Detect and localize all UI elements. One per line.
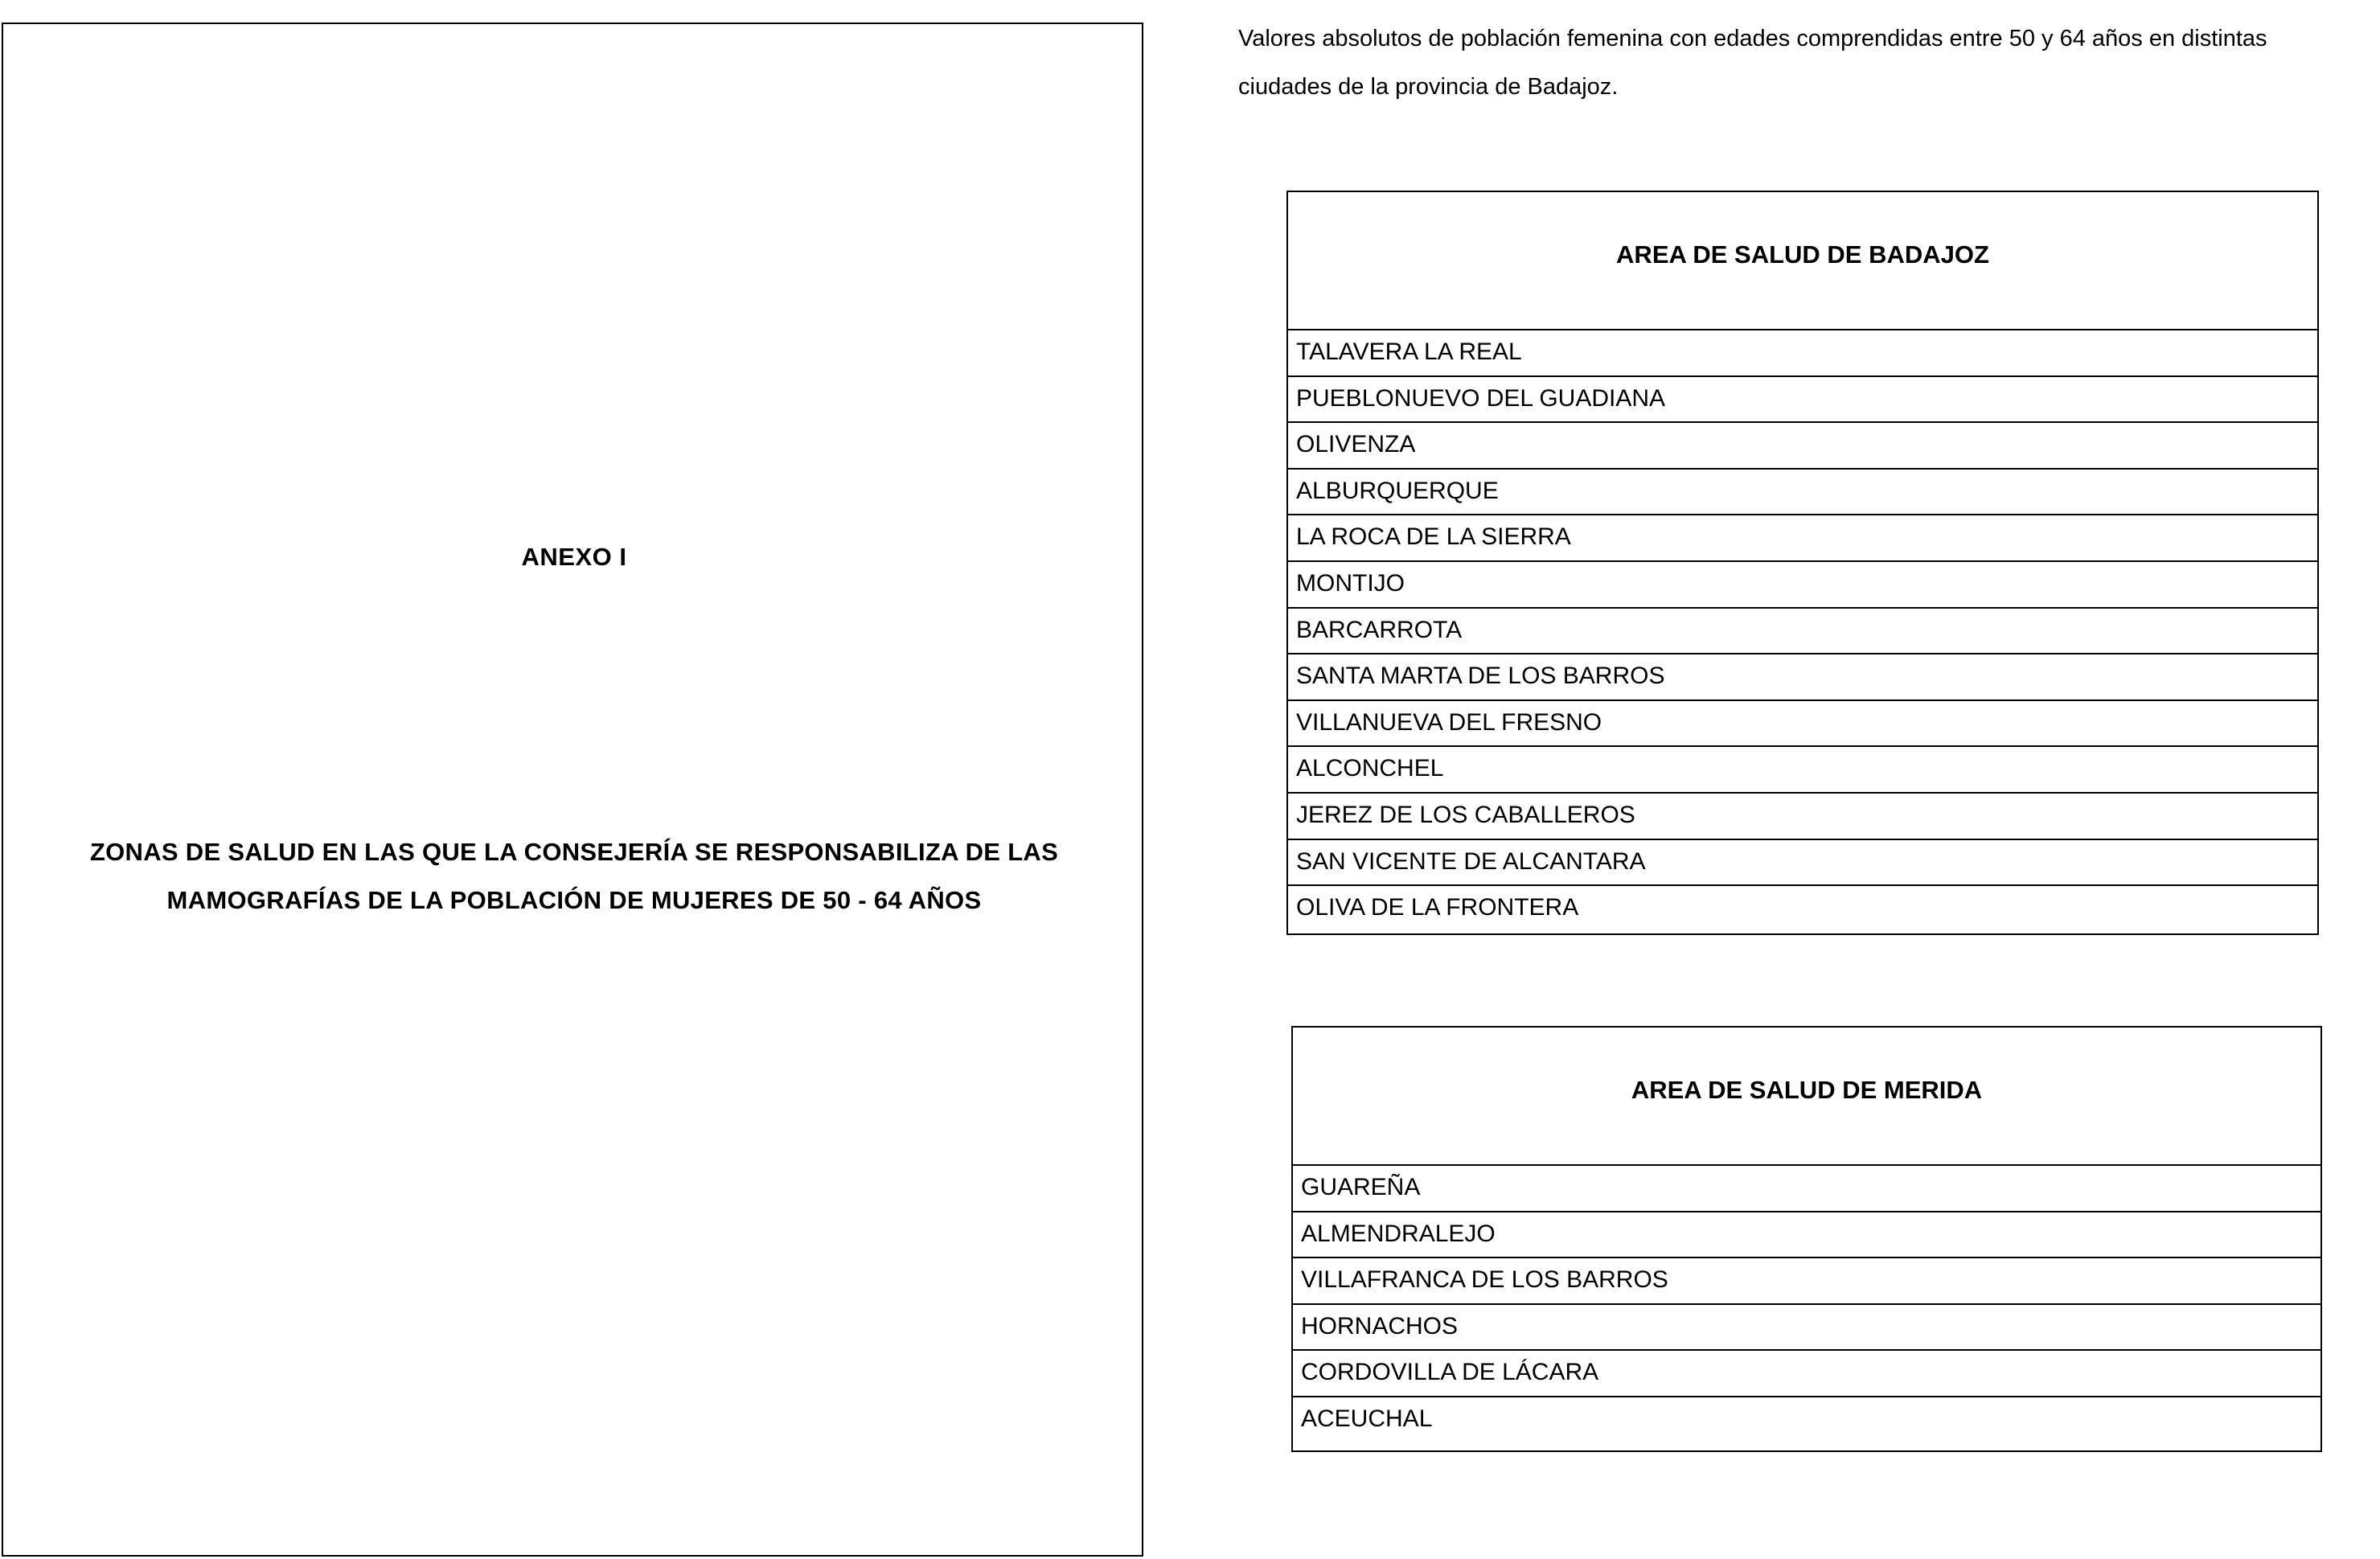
table-row: ALMENDRALEJO — [1293, 1212, 2320, 1259]
annex-subtitle-line-1: ZONAS DE SALUD EN LAS QUE LA CONSEJERÍA SE RESPONSABILIZA DE LAS — [89, 838, 1059, 866]
table-row: VILLAFRANCA DE LOS BARROS — [1293, 1258, 2320, 1305]
table-header: AREA DE SALUD DE BADAJOZ — [1288, 192, 2317, 330]
table-row: VILLANUEVA DEL FRESNO — [1288, 701, 2317, 748]
table-row: GUAREÑA — [1293, 1166, 2320, 1212]
annex-subtitle-line-2: MAMOGRAFÍAS DE LA POBLACIÓN DE MUJERES DE 50 - 64 AÑOS — [166, 886, 982, 914]
intro-line-1: Valores absolutos de población femenina con edades comprendidas entre 50 y 64 años en distintas — [1238, 26, 2267, 51]
intro-paragraph — [1238, 14, 2380, 111]
table-row: LA ROCA DE LA SIERRA — [1288, 515, 2317, 562]
table-row: SAN VICENTE DE ALCANTARA — [1288, 840, 2317, 887]
table-row: ALCONCHEL — [1288, 747, 2317, 794]
table-row: BARCARROTA — [1288, 609, 2317, 655]
intro-line-2: ciudades de la provincia de Badajoz. — [1238, 74, 1619, 100]
table-row: PUEBLONUEVO DEL GUADIANA — [1288, 377, 2317, 424]
table-row: MONTIJO — [1288, 562, 2317, 609]
table-row: OLIVENZA — [1288, 423, 2317, 470]
table-row: ALBURQUERQUE — [1288, 470, 2317, 516]
table-row: JEREZ DE LOS CABALLEROS — [1288, 794, 2317, 840]
health-area-table-merida — [1291, 1026, 2322, 1452]
table-row: TALAVERA LA REAL — [1288, 330, 2317, 377]
table-header: AREA DE SALUD DE MERIDA — [1293, 1028, 2320, 1166]
table-row: HORNACHOS — [1293, 1305, 2320, 1352]
annex-title: ANEXO I — [521, 543, 627, 571]
table-row: OLIVA DE LA FRONTERA — [1296, 894, 1579, 921]
annex-subtitle — [51, 828, 1097, 925]
annex-cover-frame — [2, 23, 1143, 1557]
table-row: CORDOVILLA DE LÁCARA — [1293, 1351, 2320, 1397]
health-area-table-badajoz — [1286, 191, 2319, 935]
table-row: SANTA MARTA DE LOS BARROS — [1288, 654, 2317, 701]
table-row: ACEUCHAL — [1301, 1405, 1433, 1432]
